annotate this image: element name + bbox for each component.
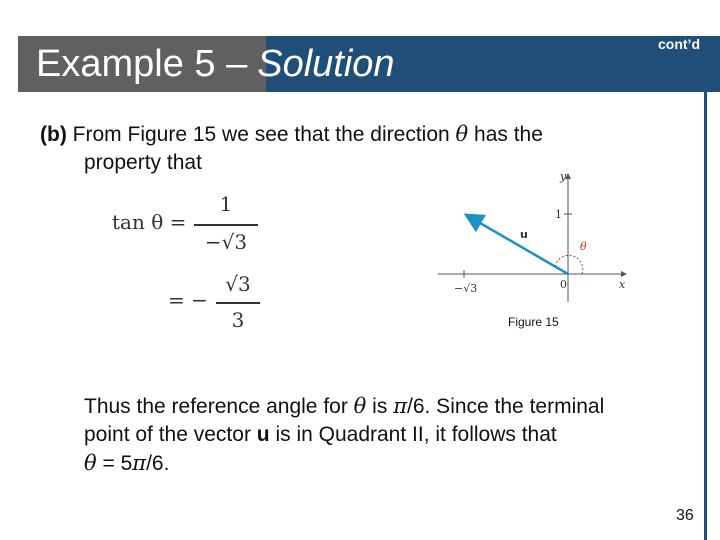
title-italic: Solution	[257, 43, 395, 85]
y-axis-label: y	[560, 170, 567, 183]
intro-line1: From Figure 15 we see that the direction	[72, 123, 450, 146]
tick-1-label: 1	[555, 208, 562, 221]
conclusion-part-d: point of the vector	[84, 423, 251, 446]
conclusion-part-e: is in Quadrant II, it follows that	[275, 423, 557, 446]
right-rule	[704, 92, 707, 540]
fraction-2-bar	[216, 302, 260, 304]
angle-arc	[555, 255, 583, 274]
pi-symbol-1: π	[393, 394, 407, 418]
conclusion-part-f: = 5	[102, 452, 133, 475]
conclusion-part-g: /6.	[146, 452, 170, 475]
fraction-1-denominator: −√3	[204, 230, 248, 254]
slide-title	[36, 42, 395, 86]
conclusion-part-b: is	[372, 395, 388, 418]
intro-line2: property that	[84, 151, 202, 174]
conclusion-part-a: Thus the reference angle for	[84, 395, 348, 418]
figure-caption: Figure 15	[508, 315, 559, 329]
tan-equation	[112, 188, 292, 338]
tick-minus-sqrt3-label: −√3	[454, 282, 478, 295]
vector-u-label: u	[520, 228, 528, 241]
theta-symbol: θ	[455, 122, 469, 146]
conclusion-part-c: /6. Since the terminal	[407, 395, 605, 418]
fraction-1-bar	[194, 224, 258, 226]
theta-symbol-2: θ	[353, 394, 367, 418]
fraction-2-denominator: 3	[231, 308, 245, 332]
x-axis-label: x	[619, 278, 626, 291]
title-main: Example 5 –	[36, 43, 248, 85]
fraction-1	[194, 192, 258, 256]
figure-15	[432, 166, 630, 306]
conclusion-paragraph	[84, 392, 694, 478]
page-number: 36	[676, 507, 694, 524]
title-bar	[18, 36, 720, 92]
vector-u-text: u	[256, 423, 270, 446]
intro-line1-end: has the	[474, 123, 543, 146]
origin-label: 0	[560, 278, 567, 291]
fraction-2	[216, 270, 260, 334]
eq2-prefix: = −	[168, 288, 208, 312]
part-label: (b)	[40, 123, 67, 146]
theta-symbol-3: θ	[84, 451, 97, 475]
cont-label: cont’d	[658, 36, 700, 52]
angle-label: θ	[580, 240, 587, 253]
vector-u	[468, 216, 568, 274]
pi-symbol-2: π	[132, 451, 147, 475]
fraction-1-numerator: 1	[219, 192, 233, 216]
eq-lhs: tan θ =	[112, 210, 187, 234]
fraction-2-numerator: √3	[225, 272, 251, 296]
